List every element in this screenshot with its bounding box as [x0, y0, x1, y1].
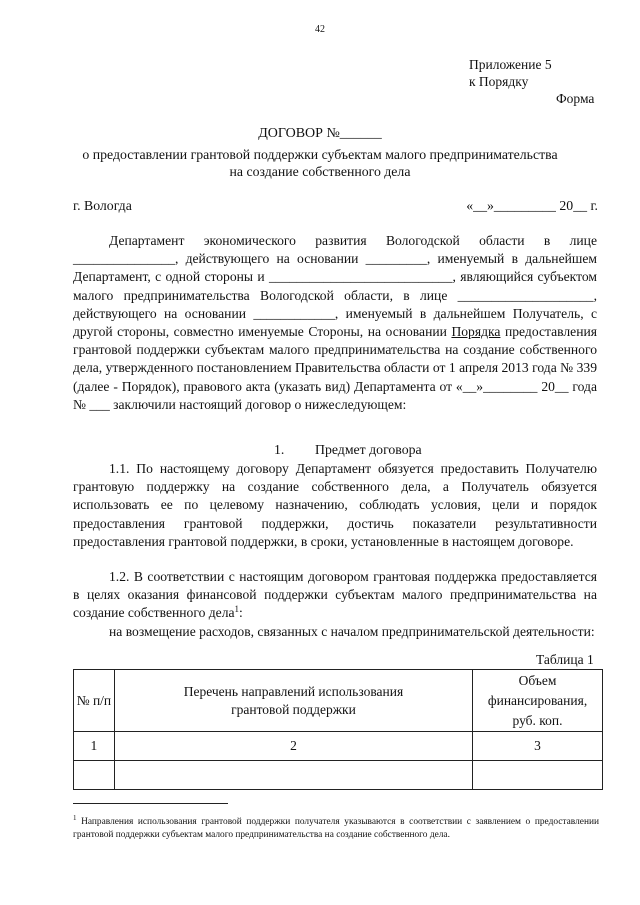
- footnote: [73, 812, 599, 842]
- contract-title: ДОГОВОР №______: [258, 126, 382, 141]
- header-number: № п/п: [74, 670, 115, 732]
- empty-cell[interactable]: [114, 761, 472, 790]
- section-1-title: Предмет договора: [315, 442, 422, 457]
- form-label: Форма: [556, 91, 595, 106]
- preamble-text-2: предоставления грантовой поддержки субъектам малого предпринимательства на создание собственного дела, утвержденного постановлением Правительства области от 1 апреля 2013 года № 339 (далее - Порядок), правового акта (указать вид) Департамента от «__»________ 20__ года № ___ заключили настоящий договор о нижеследующем:: [73, 324, 597, 412]
- preamble-text-1: Департамент экономического развития Вологодской области в лице _______________, действующего на основании _________, именуемый в дальнейшем Департамент, с одной стороны и ___________________________, являющийся субъектом малого предпринимательства Вологодской области, в лице ____________________, действующего на основании ____________, именуемый в дальнейшем Получатель, с другой стороны, совместно именуемые Стороны, на основании: [73, 233, 597, 340]
- cell-number-1: 1: [74, 732, 115, 761]
- page-number: 42: [315, 24, 325, 35]
- clause-1-2-text: 1.2. В соответствии с настоящим договором грантовая поддержка предоставляется в целях оказания финансовой поддержки субъектам малого предпринимательства на создание собственного дела: [73, 569, 597, 621]
- table-header-row: [74, 670, 603, 732]
- empty-cell[interactable]: [473, 761, 603, 790]
- clause-1-1: [73, 460, 597, 551]
- table-row: [74, 761, 603, 790]
- clause-1-1-text: 1.1. По настоящему договору Департамент обязуется предоставить Получателю грантовую поддержку на создание собственного дела, а Получатель обязуется использовать ее по целевому назначению, соблюдать условия, цели и порядок предоставления грантовой поддержки, достичь показатели результативности предоставления грантовой поддержки, в сроки, установленные в настоящем договоре.: [73, 461, 597, 549]
- contract-subtitle-line-1: о предоставлении грантовой поддержки субъектам малого предпринимательства: [82, 147, 558, 162]
- reimbursement-text: на возмещение расходов, связанных с началом предпринимательской деятельности:: [109, 624, 595, 639]
- preamble: [73, 232, 597, 414]
- clause-1-2: [73, 568, 597, 623]
- header-amount: Объем финансирования, руб. коп.: [473, 670, 603, 732]
- appendix-line-1: Приложение 5: [469, 57, 552, 72]
- funding-table: [73, 669, 603, 790]
- section-1-number: 1.: [274, 442, 285, 457]
- footnote-text: Направления использования грантовой поддержки получателя указываются в соответствии с заявлением о предоставлении грантовой поддержки субъектам малого предпринимательства на создание собственного дела.: [73, 817, 600, 841]
- header-directions: Перечень направлений использования грантовой поддержки: [114, 670, 472, 732]
- cell-number-2: 2: [114, 732, 472, 761]
- cell-number-3: 3: [473, 732, 603, 761]
- contract-date: «__»_________ 20__ г.: [466, 198, 598, 213]
- table-row: [74, 732, 603, 761]
- footnote-divider: [73, 803, 228, 804]
- table-caption: Таблица 1: [536, 652, 594, 667]
- footnote-mark: 1: [73, 814, 77, 822]
- clause-1-2-colon: :: [239, 605, 243, 621]
- appendix-line-2: к Порядку: [469, 74, 529, 89]
- procedure-link[interactable]: Порядка: [451, 324, 501, 340]
- reimbursement: [73, 623, 597, 641]
- city: г. Вологда: [73, 198, 132, 213]
- empty-cell[interactable]: [74, 761, 115, 790]
- footnote-ref[interactable]: 1: [234, 604, 240, 615]
- contract-subtitle-line-2: на создание собственного дела: [229, 164, 411, 179]
